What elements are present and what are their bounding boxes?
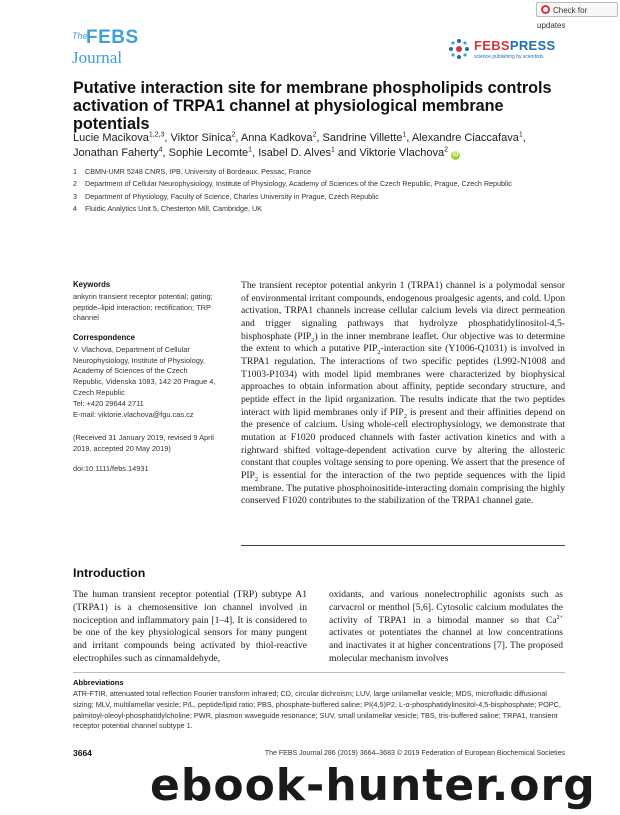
- affiliation: 3 Department of Physiology, Faculty of Science, Charles University in Prague, Czech Republic: [73, 191, 379, 201]
- author: Isabel D. Alves$^1$ and: [258, 146, 360, 159]
- affiliation: 4 Fluidic Analytics Unit 5, Chesterton Mill, Cambridge, UK: [73, 203, 262, 213]
- correspondence-section: [73, 333, 223, 420]
- author: Lucie Macikova$^{1,2,3}$,: [73, 131, 171, 144]
- affiliation-list: [73, 166, 573, 215]
- correspondence-email[interactable]: E-mail: viktorie.vlachova@fgu.cas.cz: [73, 409, 194, 419]
- abbreviations-heading: Abbreviations: [73, 678, 124, 687]
- correspondence-heading: Correspondence: [73, 333, 135, 342]
- article-title: Putative interaction site for membrane phospholipids controls activation of TRPA1 channel at physiological membrane potentials: [73, 79, 552, 133]
- journal-citation: The FEBS Journal 286 (2019) 3664–3683 © 2019 Federation of European Biochemical Societies: [264, 750, 565, 757]
- febs-press-logo: [448, 36, 558, 66]
- press-wordmark: FEBSPRESS: [474, 38, 556, 53]
- watermark-text: ebook-hunter.org: [150, 760, 596, 811]
- author: Sandrine Villette$^1$,: [322, 131, 412, 144]
- abstract-divider: [241, 545, 565, 546]
- correspondence-line: Neurophysiology, Institute of Physiology,: [73, 355, 206, 365]
- author: Jonathan Faherty$^4$,: [73, 146, 169, 159]
- logo-febs: FEBS: [86, 27, 139, 48]
- introduction-column-1: The human transient receptor potential (TRP) subtype A1 (TRPA1) is a chemosensitive ion channel involved in nociception and inflammatory pain [1–4]. It is considered to be one of the key physiological sensors for many pungent and irritant compounds being activated by thiol-reactive electrophiles such as cinnamaldehyde,: [73, 589, 307, 664]
- febs-press-dots-icon: [448, 38, 470, 60]
- check-for-updates-badge[interactable]: [536, 2, 618, 30]
- correspondence-line: V. Vlachova, Department of Cellular: [73, 344, 190, 354]
- logo-the: The: [72, 31, 88, 41]
- history-section: [73, 433, 223, 455]
- author-list: [73, 131, 568, 161]
- keywords-section: [73, 280, 223, 324]
- orcid-icon[interactable]: iD: [452, 152, 459, 158]
- author: Sophie Lecomte$^1$,: [168, 146, 259, 159]
- history-line: (Received 31 January 2019, revised 9 April: [73, 433, 214, 442]
- author: Viktorie Vlachova$^2$: [359, 146, 449, 159]
- history-line: 2019, accepted 20 May 2019): [73, 443, 171, 453]
- press-tagline: science publishing by scientists: [474, 54, 544, 60]
- author: Anna Kadkova$^2$,: [240, 131, 323, 144]
- correspondence-line: Tel: +420 29644 2711: [73, 398, 144, 408]
- logo-journal: Journal: [72, 48, 123, 67]
- keywords-text: ankyrin transient receptor potential; gating; peptide–lipid interaction; rectification; TRP channel: [73, 291, 213, 323]
- abbreviations-text: ATR-FTIR, attenuated total reflection Fourier transform infrared; CD, circular dichroism; LUV, large unilamellar vesicle; MDS, microfluidic diffusional sizing; MLV, multilamellar vesicle; P/L, peptide/lipid ratio; PBS, phosphate-buffered saline; PI(4,5)P2, L-α-phosphatidylinositol-4,5-bisphosphate; POPC, palmitoyl-oleoyl-phosphatidylcholine; PWR, plasmon waveguide resonance; SUV, small unilamellar vesicle; TBS, tris-buffered saline; TRPA1, transient receptor potential channel subtype 1.: [73, 689, 561, 731]
- doi-section: [73, 464, 223, 475]
- introduction-column-2: oxidants, and various nonelectrophilic agonists such as carvacrol or menthol [5,6]. Cytosolic calcium modulates the activity of TRPA1 in a bimodal manner so that $Ca^{2+}$ activates or potentiates the channel at low concentrations and inactivates it at higher concentrations [7]. The proposed molecular mechanism involves: [329, 589, 563, 664]
- check-for-updates-label: Check for updates: [537, 6, 588, 30]
- crossmark-icon: [541, 5, 550, 14]
- page-number: 3664: [73, 748, 92, 758]
- abstract-text: The transient receptor potential ankyrin 1 (TRPA1) channel is a polymodal sensor of environmental irritant compounds, endogenous proalgesic agents, and cold. Upon activation, TRPA1 channels increase cellular calcium levels via direct permeation and trigger signaling pathways that hydrolyze phosphatidylinositol-4,5-bisphosphate $(PIP_2)$ in the inner membrane leaflet. Our objective was to determine the extent to which a putative $PIP_2$-interaction site (Y1006-Q1031) is involved in TRPA1 regulation. The interactions of two specific peptides (L992-N1008 and T1003-P1034) with model lipid membranes were characterized by biophysical approaches to obtain information about affinity, peptide secondary structure, and peptide effect in the lipid organization. The results indicate that the two peptides interact with lipid membranes only if $PIP_2$ is present and their affinities depend on the presence of calcium. Using whole-cell electrophysiology, we demonstrate that mutation at F1020 produced channels with faster activation kinetics and with a rightward shifted voltage-dependent activation curve by altering the allosteric constant that couples voltage sensing to pore opening. We assert that the presence of $PIP_2$ is essential for the interaction of the two peptide sequences with the lipid membrane. The putative phosphoinositide-interacting domain comprising the highly conserved F1020 contributes to the stabilization of the TRPA1 channel gate.: [241, 280, 566, 507]
- affiliation: 2 Department of Cellular Neurophysiology, Institute of Physiology, Academy of Sciences of the Czech Republic, Prague, Czech Republic: [73, 179, 512, 189]
- author: Alexandre Ciaccafava$^1$,: [411, 131, 526, 144]
- correspondence-line: Academy of Sciences of the Czech: [73, 366, 188, 376]
- keywords-heading: Keywords: [73, 280, 111, 289]
- introduction-heading: Introduction: [73, 566, 146, 580]
- febs-journal-logo: [72, 28, 142, 70]
- author: Viktor Sinica$^2$,: [170, 131, 241, 144]
- correspondence-line: Republic, Videnska 1083, 142 20 Prague 4,: [73, 377, 216, 387]
- affiliation: 1 CBMN-UMR 5248 CNRS, IPB, University of Bordeaux, Pessac, France: [73, 167, 312, 176]
- doi-link[interactable]: doi:10.1111/febs.14931: [73, 464, 149, 473]
- correspondence-line: Czech Republic: [73, 387, 125, 397]
- abbreviations-divider: [73, 672, 565, 673]
